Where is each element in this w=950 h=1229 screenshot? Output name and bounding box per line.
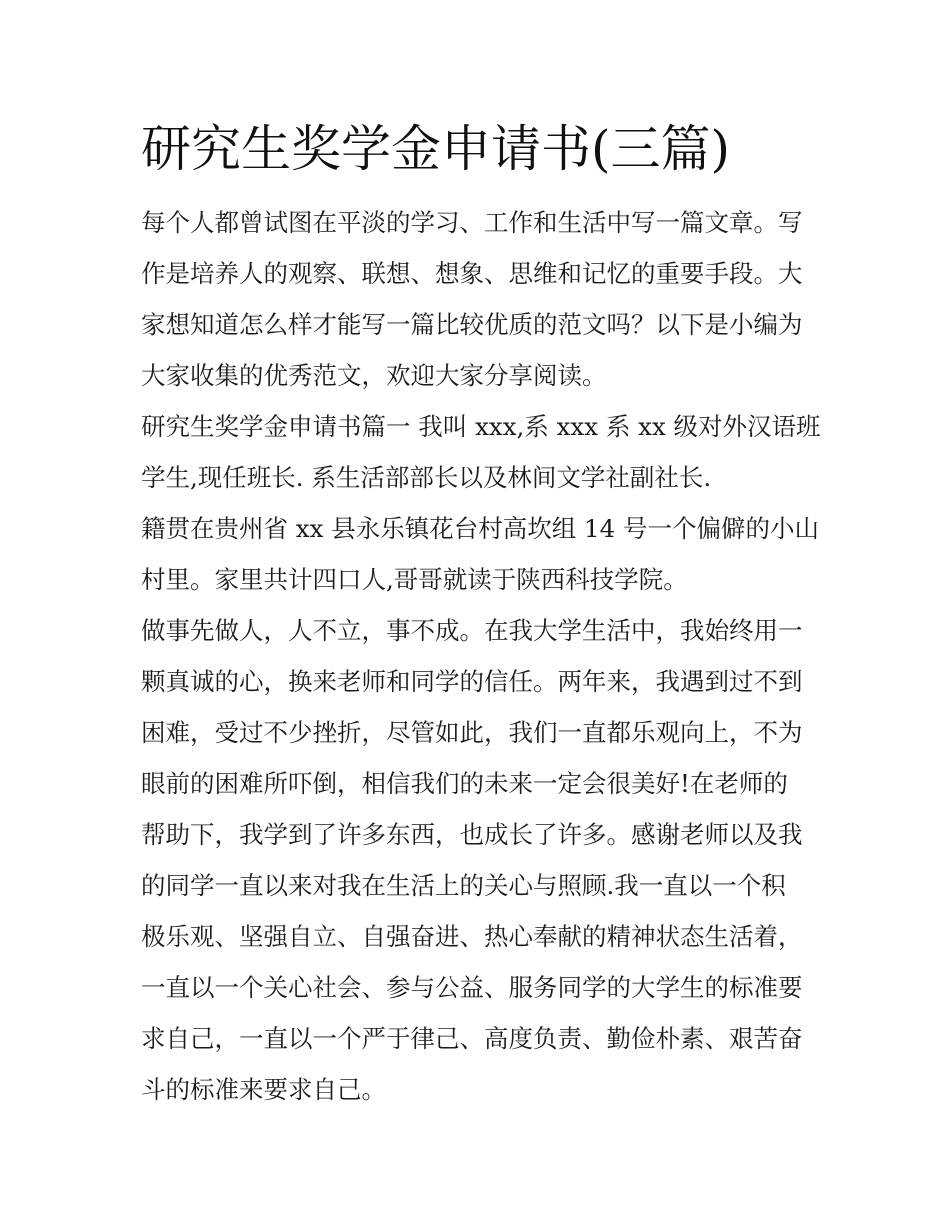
paragraph-intro <box>141 197 813 401</box>
text-line: 村里。家里共计四口人,哥哥就读于陕西科技学院。 <box>141 565 688 594</box>
text-line: 家想知道怎么样才能写一篇比较优质的范文吗？以下是小编为 <box>141 310 803 339</box>
text-line: 困难，受过不少挫折，尽管如此，我们一直都乐观向上，不为 <box>141 718 803 747</box>
text-line: 学生,现任班长. 系生活部部长以及林间文学社副社长. <box>141 463 712 492</box>
text-line: 求自己，一直以一个严于律己、高度负责、勤俭朴素、艰苦奋 <box>141 1024 803 1053</box>
document-body <box>141 197 821 1115</box>
text-line: 斗的标准来要求自己。 <box>141 1075 386 1104</box>
document-title: 研究生奖学金申请书(三篇) <box>141 120 731 178</box>
paragraph-self-introduction <box>141 401 821 503</box>
paragraph-hometown <box>141 503 819 605</box>
text-line: 一直以一个关心社会、参与公益、服务同学的大学生的标准要 <box>141 973 803 1002</box>
text-line: 籍贯在贵州省 xx 县永乐镇花台村高坎组 14 号一个偏僻的小山 <box>141 514 819 543</box>
text-line: 帮助下，我学到了许多东西，也成长了许多。感谢老师以及我 <box>141 820 803 849</box>
text-line: 做事先做人，人不立，事不成。在我大学生活中，我始终用一 <box>141 616 803 645</box>
text-line: 大家收集的优秀范文，欢迎大家分享阅读。 <box>141 361 607 390</box>
text-line: 眼前的困难所吓倒，相信我们的未来一定会很美好!在老师的 <box>141 769 788 798</box>
text-line: 极乐观、坚强自立、自强奋进、热心奉献的精神状态生活着， <box>141 922 803 951</box>
text-line: 的同学一直以来对我在生活上的关心与照顾.我一直以一个积 <box>141 871 786 900</box>
paragraph-character <box>141 605 813 1115</box>
text-line: 作是培养人的观察、联想、想象、思维和记忆的重要手段。大 <box>141 259 803 288</box>
text-line: 颗真诚的心，换来老师和同学的信任。两年来，我遇到过不到 <box>141 667 803 696</box>
text-line: 每个人都曾试图在平淡的学习、工作和生活中写一篇文章。写 <box>141 208 803 237</box>
text-line: 研究生奖学金申请书篇一 我叫 xxx,系 xxx 系 xx 级对外汉语班 <box>141 412 821 441</box>
